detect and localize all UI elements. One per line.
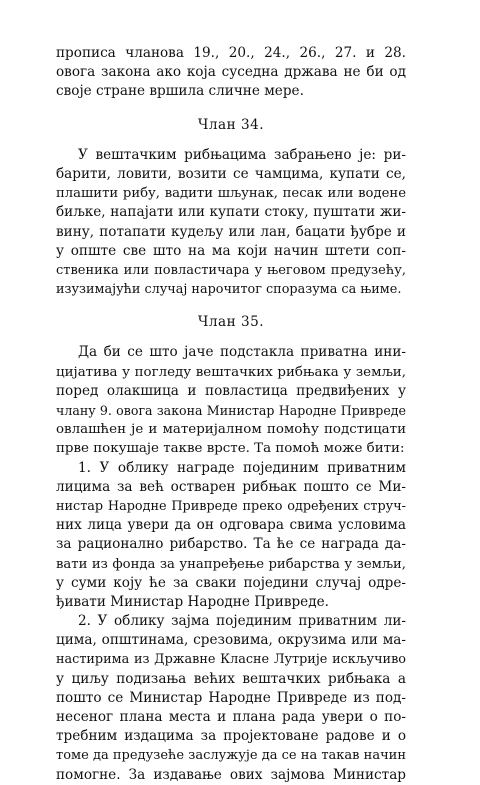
text-line: 2. У облику зајма појединим приватним ли- [78,613,406,630]
text-line: биљке, напајати или купати стоку, пуштати жи- [56,204,406,221]
text-line: плашити рибу, вадити шљунак, песак или водене [56,186,406,202]
text-line: требним издацима за пројектоване радове и о [56,728,406,745]
text-line: пошто се Министар Народне Привреде из под- [56,689,406,706]
article-35-paragraph-1 [56,343,406,458]
text-line: лицима за већ остварен рибњак пошто се Ми- [56,478,406,495]
text-line: овога закона ако која суседна држава не би од [56,64,406,81]
document-page [56,44,406,785]
text-line: овлашћен је и материјалном помоћу подстицати [56,422,406,438]
text-line: У вештачким рибњацима забрањено је: ри- [78,146,406,163]
text-line: вати из фонда за унапређење рибарства у земљи, [56,556,406,572]
text-line: прописа чланова 19., 20., 24., 26., 27. и 28. [56,45,406,61]
text-line: настирима из Државне Класне Лутрије искључиво [56,652,406,668]
text-line: несеног плана места и плана рада увери о по- [56,709,406,725]
text-line: за рационално рибарство. Та ће се награда да- [56,536,406,553]
text-line: помогне. За издавање ових зајмова Министар [56,766,406,783]
text-line: барити, ловити, возити се чамцима, купати се, [56,165,406,182]
text-line: нистар Народне Привреде преко одређених струч- [56,498,406,514]
text-line: вину, потапати кудељу или лан, бацати ђубре и [56,223,406,240]
text-line: 1. У облику награде појединим приватним [78,459,406,476]
text-line: ђивати Министар Народне Привреде. [56,593,329,610]
text-line: ственика или повластичара у његовом предузећу, [56,262,406,278]
article-35-paragraph-2 [56,459,406,613]
article-34-paragraph [56,146,406,300]
text-line: у циљу подизања већих вештачких рибњака а [56,670,406,687]
text-line: своје стране вршила сличне мере. [56,83,304,100]
text-line: изузимајући случај нарочитог споразума са њиме. [56,282,402,298]
text-line: у суми коју ће за сваки поједини случај одре- [56,574,406,591]
text-line: поред олакшица и повластица предвиђених у [56,382,406,399]
text-line: члану 9. овога закона Министар Народне Привреде [56,403,406,418]
article-35-heading: Члан 35. [197,314,265,331]
text-line: цијатива у погледу вештачких рибњака у земљи, [56,364,406,380]
article-34-heading: Члан 34. [197,116,265,133]
text-line: цима, општинама, срезовима, окрузима или ма- [56,632,406,649]
text-line: у опште све што на ма који начин штети соп- [56,242,406,259]
text-line: них лица увери да он одговара свима условима [56,517,406,534]
text-line: томе да предузеће заслужује да се на такав начин [56,748,406,764]
text-line: прве покушаје такве врсте. Та помоћ може бити: [56,441,405,457]
article-35-paragraph-3 [56,612,406,785]
intro-paragraph [56,44,406,102]
text-line: Да би се што јаче подстакла приватна ини- [78,344,406,361]
